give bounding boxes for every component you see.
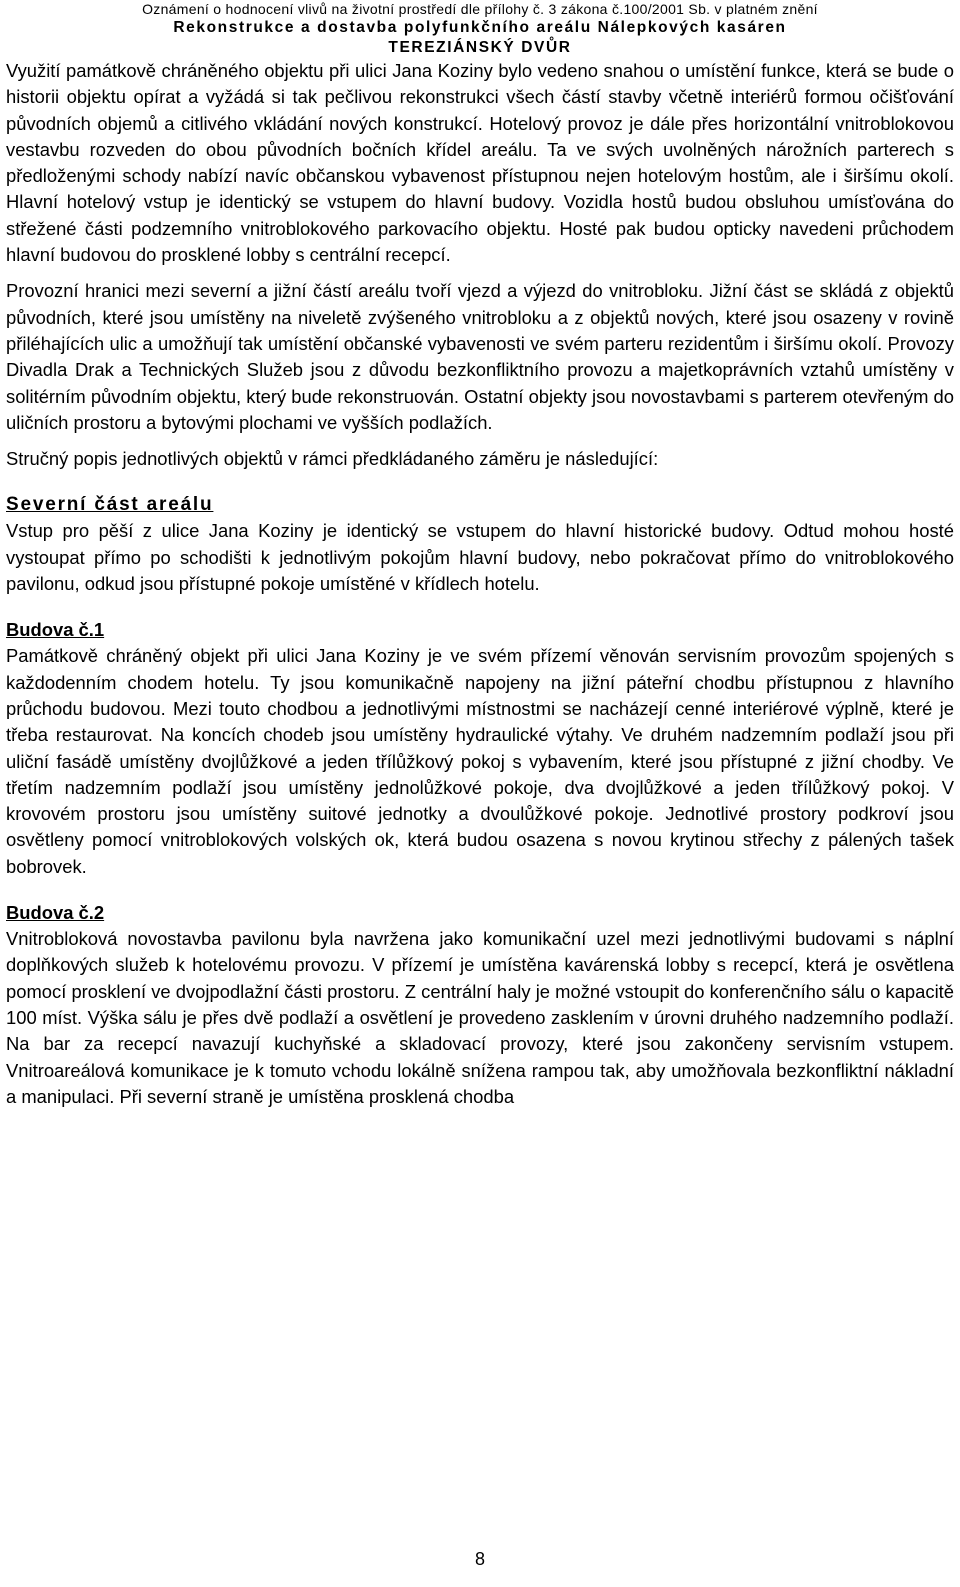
header-legal-reference: Oznámení o hodnocení vlivů na životní prostředí dle přílohy č. 3 zákona č.100/2001 Sb. v platném znění <box>142 1 818 17</box>
heading-building-2: Budova č.2 <box>6 902 105 924</box>
paragraph-operational-boundary: Provozní hranici mezi severní a jižní částí areálu tvoří vjezd a výjezd do vnitrobloku. Jižní část se skládá z objektů původních, které jsou umístěny na niveletě zvýšeného vnitrobloku a z objektů nových, které jsou osazeny v rovině přiléhajících ulic a umožňují tak umístění občanské vybavenosti ve svém parteru rezidentům i širšímu okolí. Provozy Divadla Drak a Technických Služeb jsou z důvodu bezkonfliktního provozu a majetkoprávních vztahů umístěny v solitérním původním objektu, který bude rekonstruován. Ostatní objekty jsou novostavbami s parterem otevřeným do uličních prostoru a bytovými plochami ve vyšších podlažích. <box>6 280 954 433</box>
heading-building-1: Budova č.1 <box>6 619 105 641</box>
page-number: 8 <box>474 1549 485 1569</box>
paragraph-intro: Využití památkově chráněného objektu při ulici Jana Koziny bylo vedeno snahou o umístění funkce, která se bude o historii objektu opírat a vyžádá si tak pečlivou rekonstrukci všech částí stavby včetně interiérů formou očišťování původních objemů a citlivého vkládání nových konstrukcí. Hotelový provoz je dále přes horizontální vnitroblokovou vestavbu rozveden do obou původních bočních křídel areálu. Ta ve svých uvolněných nárožních parterech s předloženými schody nabízí navíc občanskou vybavenost přístupnou nejen hotelovým hostům, ale i širšímu okolí. Hlavní hotelový vstup je identický se vstupem do hlavní budovy. Vozidla hostů budou obsluhou umísťována do střežené části podzemního vnitroblokového parkovacího objektu. Hosté pak budou opticky navedeni průchodem hlavní budovou do prosklené lobby s centrální recepcí. <box>6 60 954 266</box>
header-project-name: TEREZIÁNSKÝ DVŮR <box>388 39 572 56</box>
section-heading-north: Severní část areálu <box>6 494 214 516</box>
paragraph-building-1: Památkově chráněný objekt při ulici Jana Koziny je ve svém přízemí věnován servisním provozům spojených s každodenním chodem hotelu. Ty jsou komunikačně napojeny na jižní páteřní chodbu přístupnou z hlavního průchodu budovou. Mezi touto chodbou a jednotlivými místnostmi se nacházejí cenné interiérové výplně, které je třeba restaurovat. Na koncích chodeb jsou umístěny hydraulické výtahy. Ve druhém nadzemním podlaží jsou při uliční fasádě umístěny dvojlůžkové a jeden třílůžkový pokoj s vybavením, které jsou přístupné z jižní chodby. Ve třetím nadzemním podlaží jsou umístěny jednolůžkové pokoje, dva dvojlůžkové a jeden třílůžkový pokoj. V krovovém prostoru jsou umístěny suitové jednotky a dvoulůžkové pokoje. Jednotlivé prostory podkroví jsou osvětleny pomocí vnitroblokových volských ok, která budou osazena s novou krytinou střechy z pálených tašek bobrovek. <box>6 645 954 877</box>
paragraph-north-entry: Vstup pro pěší z ulice Jana Koziny je identický se vstupem do hlavní historické budovy. Odtud mohou hosté vystoupat přímo po schodišti k jednotlivým pokojům hlavní budovy, nebo pokračovat přímo do vnitroblokového pavilonu, odkud jsou přístupné pokoje umístěné v křídlech hotelu. <box>6 520 954 595</box>
paragraph-summary-intro: Stručný popis jednotlivých objektů v rámci předkládaného záměru je následující: <box>6 448 659 470</box>
paragraph-building-2: Vnitrobloková novostavba pavilonu byla navržena jako komunikační uzel mezi jednotlivými budovami s náplní doplňkových služeb k hotelovému provozu. V přízemí je umístěna kavárenská lobby s recepcí, která je osvětlena pomocí prosklení ve dvojpodlažní části prostoru. Z centrální haly je možné vstoupit do konferenčního sálu o kapacitě 100 míst. Výška sálu je přes dvě podlaží a osvětlení je provedeno zasklením v úrovni druhého nadzemního podlaží. Na bar za recepcí navazují kuchyňské a skladovací provozy, které jsou zakončeny servisním vstupem. Vnitroareálová komunikace je k tomuto vchodu lokálně snížena rampou tak, aby umožňovala bezkonfliktní nákladní a manipulaci. Při severní straně je umístěna prosklená chodba <box>6 928 954 1107</box>
header-project-title: Rekonstrukce a dostavba polyfunkčního areálu Nálepkových kasáren <box>173 19 787 36</box>
document-header <box>6 0 954 58</box>
